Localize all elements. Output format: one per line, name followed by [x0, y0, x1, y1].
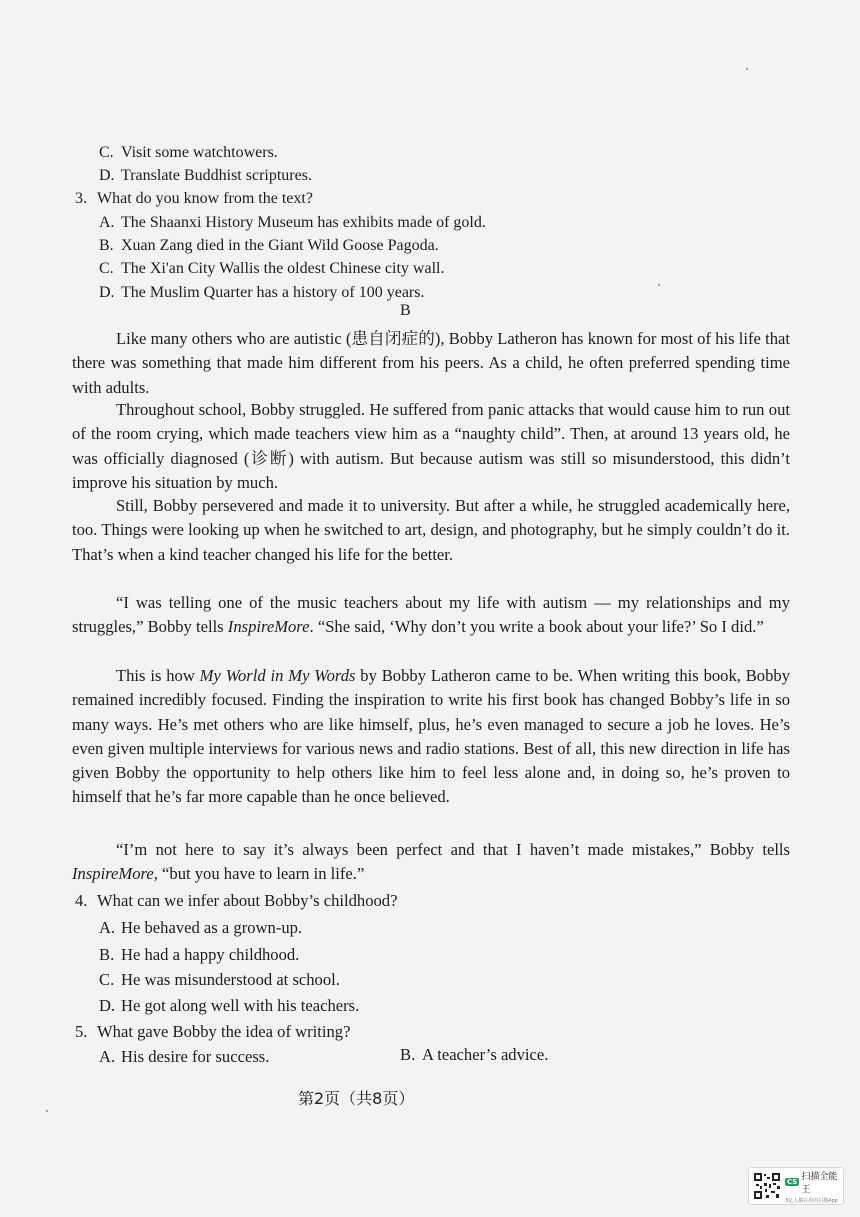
question-3: 3. What do you know from the text? [75, 190, 313, 207]
q3-option-d: D. The Muslim Quarter has a history of 100 years. [99, 284, 425, 301]
source-name: InspireMore [227, 617, 310, 637]
scan-speck [658, 284, 660, 286]
question-4: 4. What can we infer about Bobby’s childhood? [75, 891, 398, 910]
source-name: InspireMore [72, 864, 154, 884]
qr-code-icon [753, 1172, 781, 1200]
q5-option-a: A. His desire for success. [99, 1047, 270, 1066]
scan-speck [746, 68, 748, 70]
page-footer: 第2页（共8页） [298, 1089, 415, 1108]
passage-paragraph-3: Still, Bobby persevered and made it to university. But after a while, he struggled academically here, too. Things were looking up when he switched to art, design, and photography, but he simply couldn’t do it. That’s when a kind teacher changed his life for the better. [72, 496, 790, 564]
q3-option-b: B. Xuan Zang died in the Giant Wild Goose Pagoda. [99, 237, 439, 254]
scanner-watermark-badge: CS 扫描全能王 3亿人都在用的扫描App [748, 1167, 844, 1205]
passage-paragraph-4: “I was telling one of the music teachers about my life with autism — my relationships and my struggles,” Bobby tells InspireMore. “She said, ‘Why don’t you write a book about your life?’ So I did.” [72, 593, 790, 637]
q3-option-c: C. The Xi'an City Wallis the oldest Chinese city wall. [99, 260, 445, 277]
scan-speck [46, 1110, 48, 1112]
q3-option-a: A. The Shaanxi History Museum has exhibits made of gold. [99, 214, 486, 231]
passage-paragraph-2: Throughout school, Bobby struggled. He suffered from panic attacks that would cause him to run out of the room crying, which made teachers view him as a “naughty child”. Then, at around 13 years old, he was officially diagnosed (诊断) with autism. But because autism was still so misunderstood, this didn’t improve his situation by much. [72, 400, 790, 492]
option-d-prev: D. Translate Buddhist scriptures. [99, 167, 312, 184]
passage-paragraph-5: This is how My World in My Words by Bobby Latheron came to be. When writing this book, Bobby remained incredibly focused. Finding the inspiration to write his first book has changed Bobby’s life in so many ways. He’s met others who are like himself, plus, he’s even managed to secure a job he loves. He’s even given multiple interviews for various news and radio stations. Best of all, this new direction in life has given Bobby the opportunity to help others like him to feel less alone and, in doing so, he’s proven to himself that he’s far more capable than he once believed. [72, 666, 790, 807]
section-heading-b: B [400, 302, 411, 319]
book-title: My World in My Words [199, 666, 356, 685]
q4-option-d: D. He got along well with his teachers. [99, 996, 360, 1015]
q4-option-b: B. He had a happy childhood. [99, 945, 300, 964]
question-5: 5. What gave Bobby the idea of writing? [75, 1022, 351, 1041]
q5-option-b: B. A teacher’s advice. [400, 1045, 549, 1064]
passage-paragraph-1: Like many others who are autistic (患自闭症的), Bobby Latheron has known for most of his life that there was something that made him different from his peers. As a child, he often preferred spending time with adults. [72, 329, 790, 397]
camscanner-logo: CS [787, 1177, 798, 1186]
option-c-prev: C. Visit some watchtowers. [99, 144, 278, 161]
q4-option-a: A. He behaved as a grown-up. [99, 918, 303, 937]
passage-paragraph-6: “I’m not here to say it’s always been perfect and that I haven’t made mistakes,” Bobby tells InspireMore, “but you have to learn in life.” [72, 840, 790, 884]
q4-option-c: C. He was misunderstood at school. [99, 970, 340, 989]
